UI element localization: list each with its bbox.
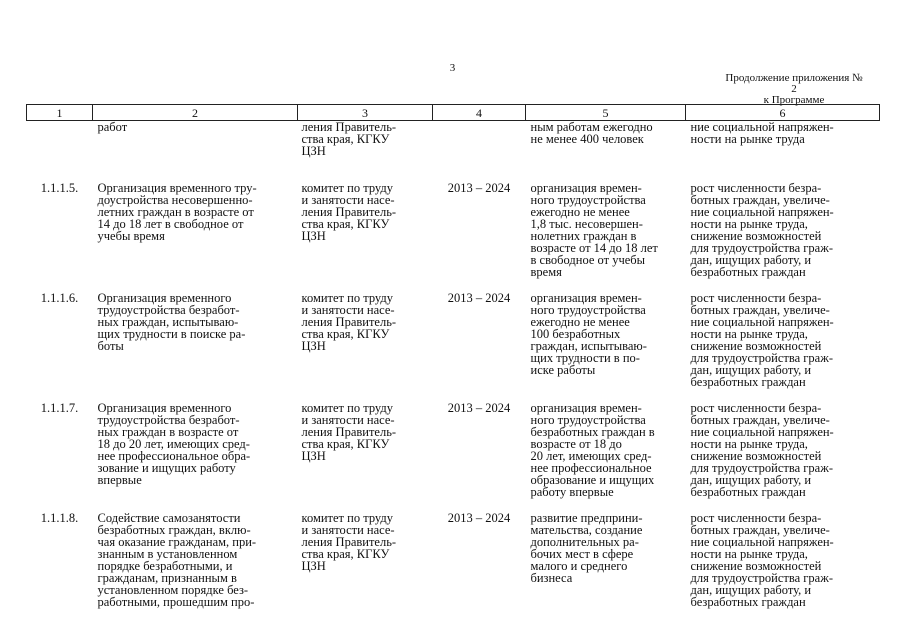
period: 2013 – 2024 (447, 401, 511, 415)
result: рост численности безра- ботных граждан, увеличе- ние социальной напряжен- ности на рынке труда, снижение возможностей для трудоустройства граж- дан, ищущих работу, и безработных граждан (690, 401, 834, 499)
column-header-5: 5 (526, 105, 686, 121)
period: 2013 – 2024 (447, 511, 511, 525)
row-number: 1.1.1.8. (40, 511, 79, 525)
measure-name: Организация временного тру- доустройства несовершенно- летних граждан в возрасте от 14 до 18 лет в свободное от учебы время (97, 181, 257, 243)
executor: ления Правитель- ства края, КГКУ ЦЗН (301, 120, 397, 158)
column-header-4: 4 (433, 105, 526, 121)
continuation-note (724, 73, 864, 106)
indicator: ным работам ежегодно не менее 400 человек (530, 120, 653, 146)
table-row (27, 169, 880, 279)
row-number: 1.1.1.6. (40, 291, 79, 305)
row-number: 1.1.1.7. (40, 401, 79, 415)
page-number: 3 (449, 62, 456, 74)
column-header-2: 2 (93, 105, 298, 121)
period: 2013 – 2024 (447, 291, 511, 305)
executor: комитет по труду и занятости насе- ления Правитель- ства края, КГКУ ЦЗН (301, 401, 397, 463)
result: ние социальной напряжен- ности на рынке труда (690, 120, 834, 146)
executor: комитет по труду и занятости насе- ления Правитель- ства края, КГКУ ЦЗН (301, 291, 397, 353)
executor: комитет по труду и занятости насе- ления Правитель- ства края, КГКУ ЦЗН (301, 511, 397, 573)
continuation-line-2: к Программе (763, 94, 825, 106)
indicator: организация времен- ного трудоустройства ежегодно не менее 1,8 тыс. несовершен- нолетних граждан в возрасте от 14 до 18 лет в свободное от учебы время (530, 181, 658, 279)
indicator: организация времен- ного трудоустройства ежегодно не менее 100 безработных граждан, испытываю- щих трудности в по- иске работы (530, 291, 647, 377)
row-number: 1.1.1.5. (40, 181, 79, 195)
table-row (27, 499, 880, 609)
result: рост численности безра- ботных граждан, увеличе- ние социальной напряжен- ности на рынке труда, снижение возможностей для трудоустройства граж- дан, ищущих работу, и безработных граждан (690, 181, 834, 279)
column-header-1: 1 (27, 105, 93, 121)
table-header-row (27, 105, 880, 121)
table-row (27, 389, 880, 499)
table-row (27, 279, 880, 389)
measure-name: Содействие самозанятости безработных граждан, вклю- чая оказание гражданам, при- знанным в установленном порядке безработными, и гражданам, признанным в установленном порядке без- работными, прошедшим про- (97, 511, 257, 609)
continuation-line-1: Продолжение приложения № 2 (725, 72, 863, 95)
result: рост численности безра- ботных граждан, увеличе- ние социальной напряжен- ности на рынке труда, снижение возможностей для трудоустройства граж- дан, ищущих работу, и безработных граждан (690, 511, 834, 609)
table-row (27, 121, 880, 170)
period: 2013 – 2024 (447, 181, 511, 195)
result: рост численности безра- ботных граждан, увеличе- ние социальной напряжен- ности на рынке труда, снижение возможностей для трудоустройства граж- дан, ищущих работу, и безработных граждан (690, 291, 834, 389)
indicator: организация времен- ного трудоустройства безработных граждан в возрасте от 18 до 20 лет, имеющих сред- нее профессиональное образование и ищущих работу впервые (530, 401, 655, 499)
measure-name: Организация временного трудоустройства безработ- ных граждан в возрасте от 18 до 20 лет, имеющих сред- нее профессиональное обра- зование и ищущих работу впервые (97, 401, 251, 487)
column-header-6: 6 (686, 105, 880, 121)
executor: комитет по труду и занятости насе- ления Правитель- ства края, КГКУ ЦЗН (301, 181, 397, 243)
column-header-3: 3 (298, 105, 433, 121)
program-table (26, 104, 880, 609)
measure-name: работ (97, 120, 128, 134)
indicator: развитие предприни- мательства, создание дополнительных ра- бочих мест в сфере малого и среднего бизнеса (530, 511, 643, 585)
measure-name: Организация временного трудоустройства безработ- ных граждан, испытываю- щих трудности в поиске ра- боты (97, 291, 246, 353)
